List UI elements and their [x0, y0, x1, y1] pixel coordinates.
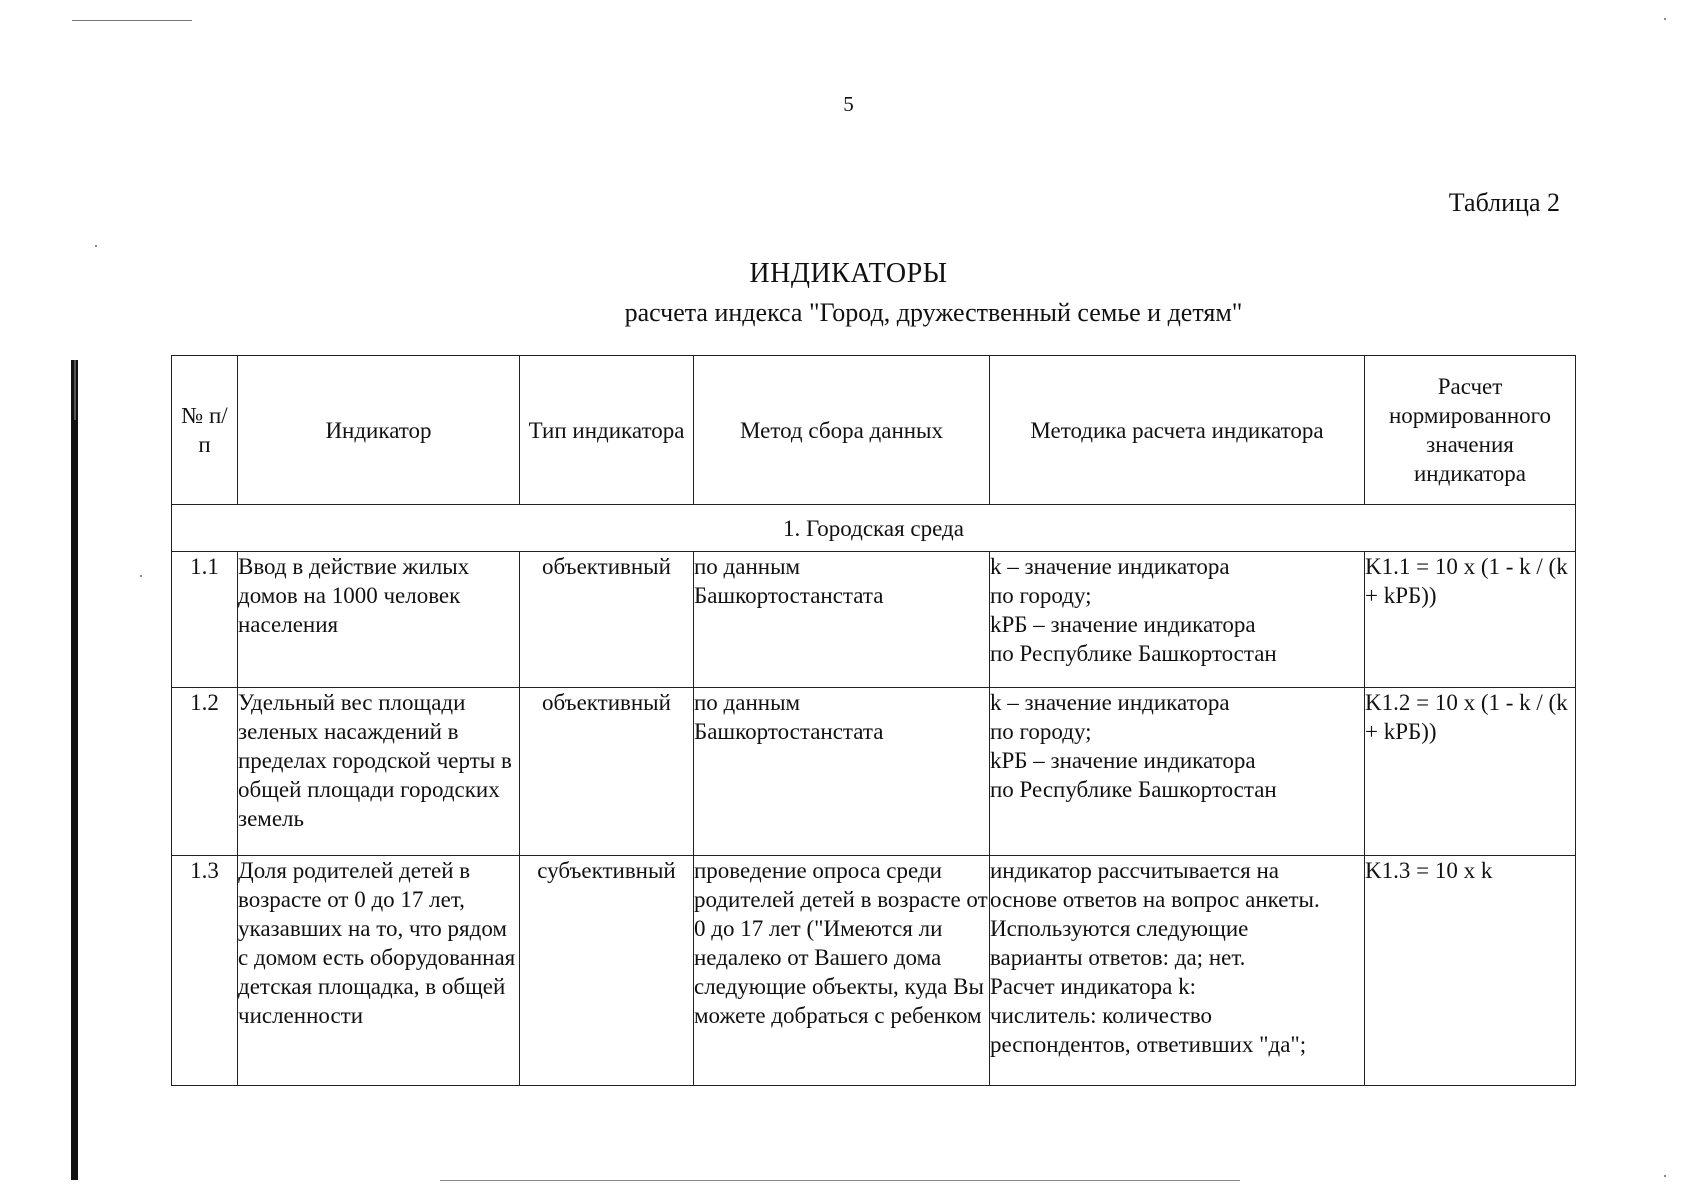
row-methodology	[990, 688, 1365, 856]
header-methodology: Методика расчета индикатора	[990, 356, 1365, 505]
scan-speck	[1664, 18, 1666, 20]
methodology-line: респондентов, ответивших "да";	[990, 1032, 1307, 1057]
header-num: № п/п	[172, 356, 238, 505]
document-title: ИНДИКАТОРЫ	[749, 258, 948, 289]
row-type: объективный	[520, 552, 694, 688]
row-calc-formula: K1.1 = 10 x (1 - k / (k + kРБ))	[1365, 552, 1576, 688]
methodology-line: kРБ – значение индикатора	[990, 612, 1256, 637]
methodology-line: индикатор рассчитывается на	[990, 858, 1279, 883]
row-type: объективный	[520, 688, 694, 856]
methodology-line: основе ответов на вопрос анкеты.	[990, 887, 1320, 912]
row-calc-formula: K1.3 = 10 x k	[1365, 856, 1576, 1086]
scan-artifact-bottom-line	[440, 1180, 1240, 1181]
page-number: 5	[843, 92, 854, 116]
row-type: субъективный	[520, 856, 694, 1086]
section-title: 1. Городская среда	[172, 505, 1576, 552]
methodology-line: Используются следующие	[990, 916, 1249, 941]
scan-speck	[140, 575, 142, 577]
table-label: Таблица 2	[1448, 188, 1560, 217]
table-header-row	[172, 356, 1576, 505]
header-method: Метод сбора данных	[694, 356, 990, 505]
row-num: 1.3	[172, 856, 238, 1086]
row-method: по данным Башкортостанстата	[694, 552, 990, 688]
header-indicator: Индикатор	[238, 356, 520, 505]
section-row	[172, 505, 1576, 552]
table-row	[172, 688, 1576, 856]
row-methodology	[990, 856, 1365, 1086]
scan-speck	[1664, 1175, 1666, 1177]
methodology-line: по городу;	[990, 583, 1092, 608]
document-subtitle: расчета индекса "Город, дружественный семье и детям"	[624, 298, 1243, 327]
row-method: проведение опроса среди родителей детей в возрасте от 0 до 17 лет ("Имеются ли недалеко от Вашего дома следующие объекты, куда Вы можете добраться с ребенком	[694, 856, 990, 1086]
scan-speck	[95, 245, 97, 247]
methodology-line: варианты ответов: да; нет.	[990, 945, 1246, 970]
indicators-table	[171, 355, 1576, 1086]
methodology-line: по городу;	[990, 719, 1092, 744]
row-methodology	[990, 552, 1365, 688]
methodology-line: k – значение индикатора	[990, 690, 1230, 715]
methodology-line: k – значение индикатора	[990, 554, 1230, 579]
row-indicator: Доля родителей детей в возрасте от 0 до 17 лет, указавших на то, что рядом с домом есть оборудованная детская площадка, в общей численности	[238, 856, 520, 1086]
methodology-line: по Республике Башкортостан	[990, 777, 1277, 802]
row-num: 1.2	[172, 688, 238, 856]
scan-artifact-left-bar	[71, 360, 78, 1180]
scan-artifact-top-line	[72, 20, 192, 21]
row-indicator: Удельный вес площади зеленых насаждений в пределах городской черты в общей площади городских земель	[238, 688, 520, 856]
header-calc: Расчет нормированного значения индикатора	[1365, 356, 1576, 505]
row-method: по данным Башкортостанстата	[694, 688, 990, 856]
methodology-line: по Республике Башкортостан	[990, 641, 1277, 666]
table-row	[172, 552, 1576, 688]
row-num: 1.1	[172, 552, 238, 688]
row-calc-formula: K1.2 = 10 x (1 - k / (k + kРБ))	[1365, 688, 1576, 856]
methodology-line: kРБ – значение индикатора	[990, 748, 1256, 773]
header-type: Тип индикатора	[520, 356, 694, 505]
row-indicator: Ввод в действие жилых домов на 1000 человек населения	[238, 552, 520, 688]
scan-artifact-left-thin-bar	[74, 360, 76, 420]
methodology-line: числитель: количество	[990, 1003, 1213, 1028]
methodology-line: Расчет индикатора k:	[990, 974, 1196, 999]
table-row	[172, 856, 1576, 1086]
